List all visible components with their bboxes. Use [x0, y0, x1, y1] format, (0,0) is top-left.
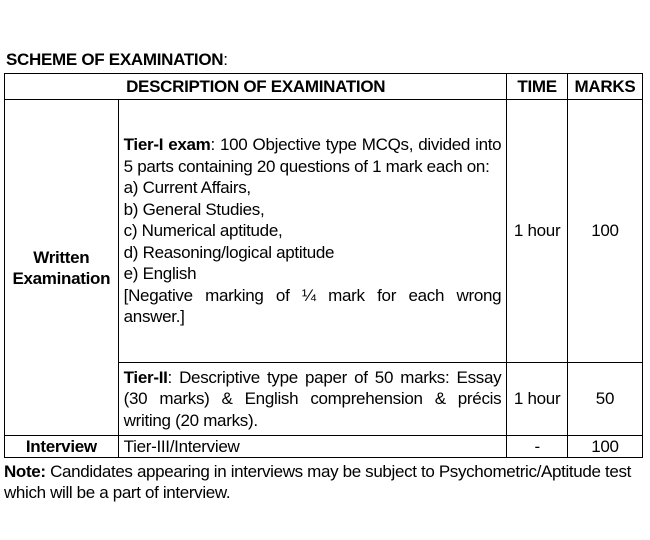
tier1-description	[118, 100, 507, 363]
exam-scheme-table	[4, 73, 643, 458]
interview-description: Tier-III/Interview	[118, 436, 507, 458]
list-item: a) Current Affairs,	[123, 178, 251, 198]
tier2-label: Tier-II	[123, 367, 168, 387]
heading-colon: :	[223, 50, 228, 69]
note-line1: Candidates appearing in interviews may be subject to Psychometric/Aptitude test	[45, 462, 631, 481]
tier1-time: 1 hour	[507, 100, 568, 363]
header-time: TIME	[507, 74, 568, 100]
category-line: Examination	[12, 268, 111, 288]
category-written-examination	[5, 100, 119, 436]
document	[4, 50, 646, 503]
tier2-description: Tier-II: Descriptive type paper of 50 marks: Essay (30 marks) & English comprehension & précis writing (20 marks).	[118, 363, 507, 436]
table-header-row	[5, 74, 643, 100]
header-marks: MARKS	[567, 74, 642, 100]
table-row-tier1	[5, 100, 643, 363]
note-paragraph	[4, 461, 646, 503]
note-line2: which will be a part of interview.	[4, 483, 231, 502]
table-row-interview	[5, 436, 643, 458]
list-item: b) General Studies,	[123, 199, 265, 219]
list-item: d) Reasoning/logical aptitude	[123, 242, 335, 262]
tier1-label: Tier-I exam	[123, 135, 211, 155]
tier1-marks: 100	[567, 100, 642, 363]
note-label: Note:	[4, 462, 46, 481]
tier1-intro: Tier-I exam: 100 Objective type MCQs, divided into 5 parts containing 20 questions of 1 mark each on:	[123, 135, 502, 176]
category-interview: Interview	[5, 436, 119, 458]
section-heading	[6, 50, 646, 70]
list-item: e) English	[123, 264, 197, 284]
header-description: DESCRIPTION OF EXAMINATION	[5, 74, 507, 100]
tier2-time: 1 hour	[507, 363, 568, 436]
interview-marks: 100	[567, 436, 642, 458]
list-item: c) Numerical aptitude,	[123, 221, 283, 241]
category-line: Written	[33, 247, 90, 267]
tier2-marks: 50	[567, 363, 642, 436]
interview-time: -	[507, 436, 568, 458]
negative-marking-text: [Negative marking of ¼ mark for each wrong answer.]	[123, 285, 502, 327]
heading-title: SCHEME OF EXAMINATION	[6, 50, 224, 69]
